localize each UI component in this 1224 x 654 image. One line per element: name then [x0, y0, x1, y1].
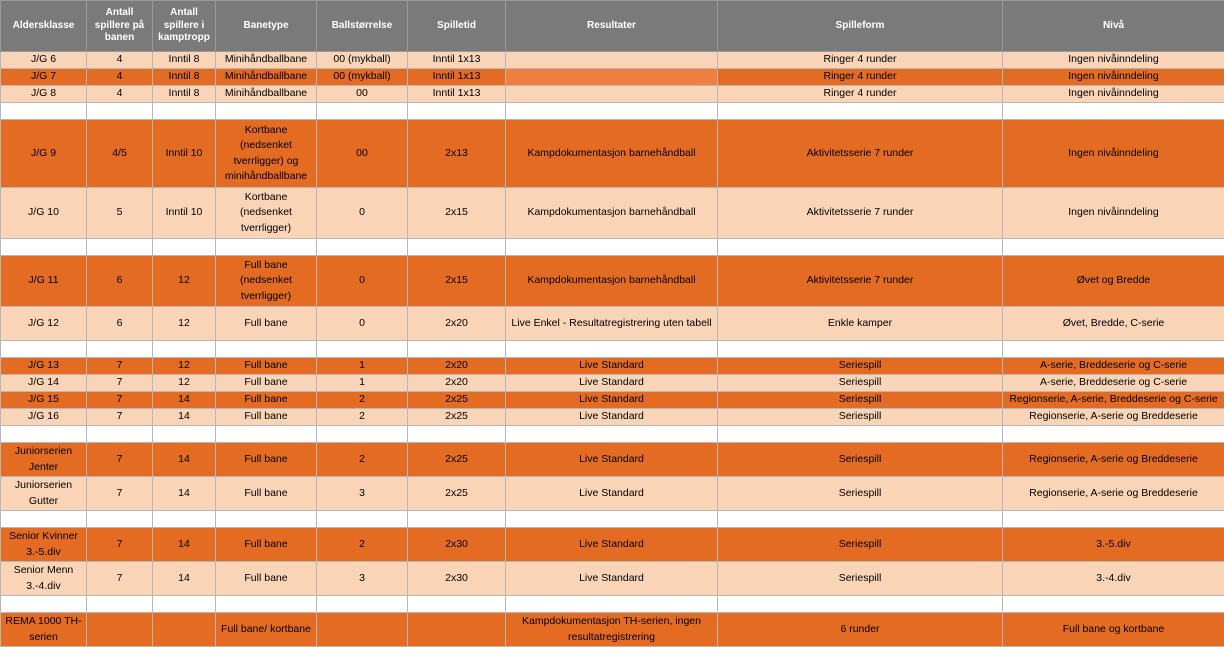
table-cell: 14 — [153, 477, 216, 511]
spacer-row — [1, 426, 1224, 443]
table-body — [1, 52, 1224, 647]
table-cell — [87, 341, 153, 358]
table-cell: 3.-4.div — [1003, 562, 1224, 596]
table-cell: Ingen nivåinndeling — [1003, 188, 1224, 239]
table-cell: 5 — [87, 188, 153, 239]
table-cell: 12 — [153, 358, 216, 375]
header-niva: Nivå — [1003, 1, 1224, 52]
table-row — [1, 562, 1224, 596]
table-cell: 2x20 — [408, 375, 506, 392]
table-cell: Minihåndballbane — [216, 52, 317, 69]
table-cell — [1003, 426, 1224, 443]
table-cell: Minihåndballbane — [216, 86, 317, 103]
table-cell — [506, 69, 718, 86]
header-spilletid: Spilletid — [408, 1, 506, 52]
table-cell — [408, 239, 506, 256]
table-cell: Regionserie, A-serie, Breddeserie og C-serie — [1003, 392, 1224, 409]
table-row — [1, 358, 1224, 375]
table-cell — [317, 596, 408, 613]
table-row — [1, 477, 1224, 511]
table-cell — [718, 103, 1003, 120]
table-cell — [506, 86, 718, 103]
table-cell: 14 — [153, 392, 216, 409]
table-cell — [408, 613, 506, 647]
table-cell — [1, 341, 87, 358]
table-cell: 7 — [87, 358, 153, 375]
table-cell: 4 — [87, 86, 153, 103]
table-cell — [317, 426, 408, 443]
table-cell: Juniorserien Gutter — [1, 477, 87, 511]
table-cell: 00 — [317, 86, 408, 103]
header-spillere-kamptropp: Antall spillere i kamptropp — [153, 1, 216, 52]
table-cell: 7 — [87, 409, 153, 426]
table-cell: 2x13 — [408, 120, 506, 188]
table-cell: 2 — [317, 528, 408, 562]
table-cell — [216, 596, 317, 613]
table-cell — [408, 341, 506, 358]
table-cell — [153, 341, 216, 358]
table-cell — [506, 511, 718, 528]
table-cell — [216, 426, 317, 443]
table-cell: Senior Kvinner 3.-5.div — [1, 528, 87, 562]
table-cell: 2x20 — [408, 307, 506, 341]
table-cell — [506, 52, 718, 69]
spacer-row — [1, 103, 1224, 120]
table-cell: 7 — [87, 477, 153, 511]
table-cell: 4 — [87, 69, 153, 86]
table-cell: Live Standard — [506, 562, 718, 596]
table-cell — [87, 511, 153, 528]
table-row — [1, 613, 1224, 647]
table-cell: Ingen nivåinndeling — [1003, 52, 1224, 69]
table-cell: Full bane — [216, 528, 317, 562]
table-cell: 2x25 — [408, 392, 506, 409]
table-cell: 7 — [87, 528, 153, 562]
table-cell: 7 — [87, 443, 153, 477]
table-cell: Ingen nivåinndeling — [1003, 69, 1224, 86]
table-cell: Regionserie, A-serie og Breddeserie — [1003, 477, 1224, 511]
table-cell: 00 — [317, 120, 408, 188]
table-row — [1, 256, 1224, 307]
table-cell — [718, 511, 1003, 528]
table-cell: Live Standard — [506, 392, 718, 409]
table-cell: Senior Menn 3.-4.div — [1, 562, 87, 596]
table-cell — [87, 239, 153, 256]
table-cell — [1, 426, 87, 443]
table-cell: 2 — [317, 443, 408, 477]
table-cell: 0 — [317, 188, 408, 239]
table-cell — [718, 341, 1003, 358]
table-row — [1, 392, 1224, 409]
table-cell: 14 — [153, 528, 216, 562]
table-cell: Live Standard — [506, 375, 718, 392]
table-cell: 2 — [317, 409, 408, 426]
table-cell: Inntil 1x13 — [408, 86, 506, 103]
table-cell: Full bane — [216, 562, 317, 596]
table-cell: Full bane og kortbane — [1003, 613, 1224, 647]
table-cell: Juniorserien Jenter — [1, 443, 87, 477]
table-cell: A-serie, Breddeserie og C-serie — [1003, 358, 1224, 375]
table-cell: Seriespill — [718, 477, 1003, 511]
table-cell — [408, 103, 506, 120]
table-cell: 6 — [87, 256, 153, 307]
table-cell: 2x25 — [408, 409, 506, 426]
table-cell: Ringer 4 runder — [718, 52, 1003, 69]
table-cell: REMA 1000 TH-serien — [1, 613, 87, 647]
table-cell — [1003, 511, 1224, 528]
table-cell: 0 — [317, 307, 408, 341]
table-cell: Full bane — [216, 392, 317, 409]
table-cell: Øvet, Bredde, C-serie — [1003, 307, 1224, 341]
table-cell — [1, 596, 87, 613]
table-cell: Kortbane (nedsenket tverrligger) og minihåndballbane — [216, 120, 317, 188]
table-cell: 14 — [153, 443, 216, 477]
table-cell: Seriespill — [718, 375, 1003, 392]
table-cell — [718, 596, 1003, 613]
table-cell: Seriespill — [718, 443, 1003, 477]
table-row — [1, 69, 1224, 86]
table-cell: Kampdokumentasjon barnehåndball — [506, 120, 718, 188]
table-cell — [317, 239, 408, 256]
table-cell: Live Standard — [506, 358, 718, 375]
table-cell: 6 — [87, 307, 153, 341]
table-cell — [153, 596, 216, 613]
table-cell: Aktivitetsserie 7 runder — [718, 120, 1003, 188]
table-cell — [153, 103, 216, 120]
spacer-row — [1, 511, 1224, 528]
table-cell: Ringer 4 runder — [718, 86, 1003, 103]
table-cell: 14 — [153, 562, 216, 596]
table-row — [1, 375, 1224, 392]
table-cell: 2x20 — [408, 358, 506, 375]
table-cell: J/G 11 — [1, 256, 87, 307]
table-cell: Seriespill — [718, 392, 1003, 409]
table-cell: Kampdokumentasjon TH-serien, ingen resultatregistrering — [506, 613, 718, 647]
table-cell: 12 — [153, 375, 216, 392]
table-cell: 0 — [317, 256, 408, 307]
table-cell: J/G 9 — [1, 120, 87, 188]
table-cell — [1003, 239, 1224, 256]
table-cell: Ingen nivåinndeling — [1003, 120, 1224, 188]
table-cell: J/G 12 — [1, 307, 87, 341]
table-cell — [317, 613, 408, 647]
table-row — [1, 188, 1224, 239]
table-cell — [317, 103, 408, 120]
table-cell: 12 — [153, 307, 216, 341]
table-cell: 14 — [153, 409, 216, 426]
table-cell: Kampdokumentasjon barnehåndball — [506, 188, 718, 239]
table-cell: Enkle kamper — [718, 307, 1003, 341]
table-row — [1, 443, 1224, 477]
table-cell: Full bane (nedsenket tverrligger) — [216, 256, 317, 307]
table-cell: Inntil 1x13 — [408, 69, 506, 86]
table-cell — [1003, 103, 1224, 120]
table-cell: Kampdokumentasjon barnehåndball — [506, 256, 718, 307]
header-resultater: Resultater — [506, 1, 718, 52]
table-cell — [1003, 341, 1224, 358]
table-cell — [506, 239, 718, 256]
table-cell: J/G 15 — [1, 392, 87, 409]
table-cell: 1 — [317, 375, 408, 392]
table-cell: 2x25 — [408, 443, 506, 477]
table-row — [1, 120, 1224, 188]
table-cell: A-serie, Breddeserie og C-serie — [1003, 375, 1224, 392]
table-cell: 2x30 — [408, 562, 506, 596]
table-cell — [506, 341, 718, 358]
table-cell: J/G 8 — [1, 86, 87, 103]
table-cell: Full bane — [216, 375, 317, 392]
table-cell — [1, 239, 87, 256]
table-row — [1, 307, 1224, 341]
table-cell: Live Standard — [506, 528, 718, 562]
spacer-row — [1, 596, 1224, 613]
table-cell — [317, 511, 408, 528]
table-cell: 4 — [87, 52, 153, 69]
table-cell — [87, 613, 153, 647]
table-cell — [87, 103, 153, 120]
table-cell: 7 — [87, 375, 153, 392]
table-cell: Aktivitetsserie 7 runder — [718, 188, 1003, 239]
table-cell: J/G 13 — [1, 358, 87, 375]
table-cell: 2x15 — [408, 256, 506, 307]
table-cell: 2 — [317, 392, 408, 409]
table-cell — [153, 613, 216, 647]
table-cell: 3 — [317, 562, 408, 596]
table-cell: Full bane — [216, 358, 317, 375]
table-cell — [87, 426, 153, 443]
table-cell — [718, 239, 1003, 256]
table-cell: Full bane — [216, 409, 317, 426]
table-cell — [506, 103, 718, 120]
table-row — [1, 52, 1224, 69]
table-cell: 00 (mykball) — [317, 69, 408, 86]
table-cell: Seriespill — [718, 409, 1003, 426]
table-cell: 7 — [87, 562, 153, 596]
table-cell: J/G 6 — [1, 52, 87, 69]
table-cell: Øvet og Bredde — [1003, 256, 1224, 307]
table-cell: Inntil 8 — [153, 69, 216, 86]
table-cell: Live Enkel - Resultatregistrering uten tabell — [506, 307, 718, 341]
table-cell: Seriespill — [718, 562, 1003, 596]
header-banetype: Banetype — [216, 1, 317, 52]
table-cell — [506, 426, 718, 443]
table-cell — [1, 103, 87, 120]
table-cell: Inntil 8 — [153, 52, 216, 69]
table-cell — [718, 426, 1003, 443]
table-cell — [153, 511, 216, 528]
table-cell — [1003, 596, 1224, 613]
spacer-row — [1, 239, 1224, 256]
table-cell: Ringer 4 runder — [718, 69, 1003, 86]
table-cell: 2x15 — [408, 188, 506, 239]
table-cell: 2x30 — [408, 528, 506, 562]
table-cell: Live Standard — [506, 409, 718, 426]
table-cell: 2x25 — [408, 477, 506, 511]
header-spillere-banen: Antall spillere på banen — [87, 1, 153, 52]
table-cell — [153, 239, 216, 256]
table-cell: J/G 10 — [1, 188, 87, 239]
table-row — [1, 86, 1224, 103]
table-cell: J/G 16 — [1, 409, 87, 426]
table-cell: Aktivitetsserie 7 runder — [718, 256, 1003, 307]
table-cell: J/G 7 — [1, 69, 87, 86]
table-cell — [87, 596, 153, 613]
table-cell — [216, 341, 317, 358]
table-row — [1, 409, 1224, 426]
table-cell: 3.-5.div — [1003, 528, 1224, 562]
table-cell — [216, 511, 317, 528]
table-cell: Ingen nivåinndeling — [1003, 86, 1224, 103]
header-aldersklasse: Aldersklasse — [1, 1, 87, 52]
table-cell: Inntil 10 — [153, 188, 216, 239]
table-cell: Full bane — [216, 443, 317, 477]
table-cell: 12 — [153, 256, 216, 307]
table-cell: Seriespill — [718, 358, 1003, 375]
table-cell: Regionserie, A-serie og Breddeserie — [1003, 409, 1224, 426]
table-row — [1, 528, 1224, 562]
table-cell — [408, 426, 506, 443]
table-cell: J/G 14 — [1, 375, 87, 392]
table-cell: Live Standard — [506, 477, 718, 511]
table-cell — [216, 239, 317, 256]
table-cell — [408, 596, 506, 613]
table-cell: 00 (mykball) — [317, 52, 408, 69]
table-cell — [153, 426, 216, 443]
table-cell: Full bane — [216, 307, 317, 341]
table-cell: 7 — [87, 392, 153, 409]
table-cell: Minihåndballbane — [216, 69, 317, 86]
header-ballstorrelse: Ballstørrelse — [317, 1, 408, 52]
table-cell: 1 — [317, 358, 408, 375]
header-row — [1, 1, 1224, 52]
table-cell: Regionserie, A-serie og Breddeserie — [1003, 443, 1224, 477]
table-cell: Live Standard — [506, 443, 718, 477]
table-cell: 6 runder — [718, 613, 1003, 647]
table-cell — [1, 511, 87, 528]
table-cell: Full bane — [216, 477, 317, 511]
spacer-row — [1, 341, 1224, 358]
table-cell — [506, 596, 718, 613]
table-cell — [216, 103, 317, 120]
table-cell: Full bane/ kortbane — [216, 613, 317, 647]
table-cell — [408, 511, 506, 528]
table-cell — [317, 341, 408, 358]
header-spilleform: Spilleform — [718, 1, 1003, 52]
table-cell: 3 — [317, 477, 408, 511]
table-cell: Kortbane (nedsenket tverrligger) — [216, 188, 317, 239]
table-cell: Inntil 10 — [153, 120, 216, 188]
table-cell: 4/5 — [87, 120, 153, 188]
table-cell: Seriespill — [718, 528, 1003, 562]
table-cell: Inntil 1x13 — [408, 52, 506, 69]
table-cell: Inntil 8 — [153, 86, 216, 103]
